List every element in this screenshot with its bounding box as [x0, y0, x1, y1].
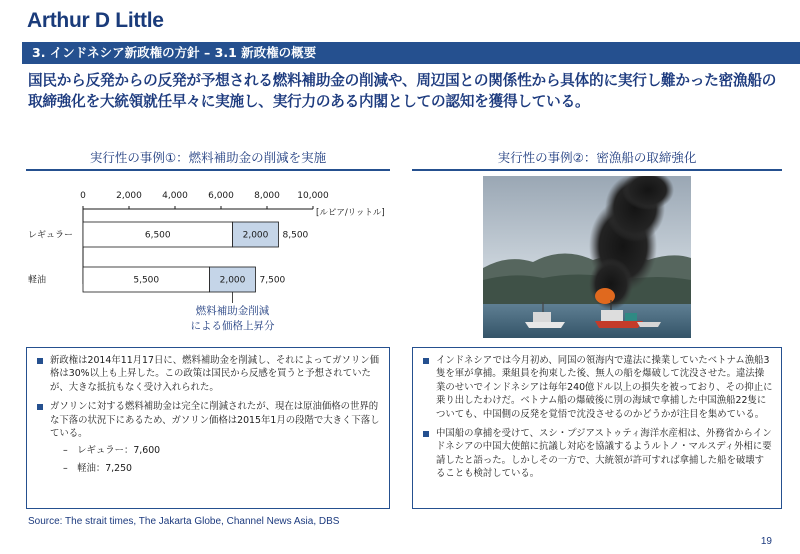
bar-increase-label: 2,000: [242, 230, 269, 241]
right-bullet-2: [423, 427, 773, 481]
chart-annotation-line-2: による価格上昇分: [190, 320, 275, 332]
left-column-divider: [26, 169, 390, 171]
right-notes-box: [412, 347, 782, 509]
left-column-title: 実行性の事例①：燃料補助金の削減を実施: [89, 150, 327, 165]
source-citation: Source: The strait times, The Jakarta Globe, Channel News Asia, DBS: [28, 516, 340, 527]
bar-increase-label: 2,000: [219, 275, 246, 286]
right-bullet-1-text: インドネシアでは今月初め、同国の領海内で違法に操業していたベトナム漁船3隻を軍が拿捕。乗組員を拘束した後、無人の船を爆破して沈没させた。違法操業のせいでインドネシアは毎年240億ドル以上の損失を被っており、その抑止に乗り出したわけだ。ベトナム船の爆破後に別の海域で拿捕した中国漁船22隻についても、中国側の反発を覚悟で沈没させるのかどうかが注目を集めている。: [436, 355, 773, 420]
headline: 国民から反発からの反発が予想される燃料補助金の削減や、周辺国との関係性から具体的に実行し難かった密漁船の取締強化を大統領就任早々に実施し、実行力のある内閣としての認知を獲得している。: [28, 72, 777, 110]
category-label: 軽油: [28, 275, 47, 286]
bar-total-label: 8,500: [282, 230, 309, 241]
x-tick-label: 0: [80, 191, 86, 201]
sub-item-regular: – レギュラー：7,600: [63, 445, 161, 457]
fuel-price-chart: [26, 180, 396, 340]
left-bullet-2-text: ガソリンに対する燃料補助金は完全に削減されたが、現在は原油価格の世界的な下落の状況下にあるため、ガソリン価格は2015年1月の段階で大きく下落している。: [50, 401, 380, 440]
x-tick-label: 10,000: [297, 191, 329, 201]
bar-base-label: 5,500: [133, 275, 160, 286]
x-tick-label: 2,000: [116, 191, 142, 201]
section-title-bar: 3. インドネシア新政権の方針 – 3.1 新政権の概要: [22, 42, 800, 64]
bullet-square-icon: [423, 358, 429, 364]
chart-unit-label: [ルピア/リットル]: [316, 208, 385, 218]
x-tick-label: 8,000: [254, 191, 280, 201]
chart-annotation-line-1: 燃料補助金削減: [195, 305, 270, 317]
bar-base-label: 6,500: [144, 230, 171, 241]
sub-item-diesel: – 軽油：7,250: [63, 462, 133, 474]
right-column-divider: [412, 169, 782, 171]
x-tick-label: 4,000: [162, 191, 188, 201]
right-column-title: 実行性の事例②：密漁船の取締強化: [497, 150, 697, 165]
page-number: 19: [760, 536, 772, 547]
bullet-square-icon: [37, 404, 43, 410]
bullet-square-icon: [37, 358, 43, 364]
left-notes-box: [26, 347, 390, 509]
x-tick-label: 6,000: [208, 191, 234, 201]
company-logo: Arthur D Little: [27, 9, 164, 32]
right-bullet-1: [423, 354, 773, 421]
right-bullet-2-text: 中国船の拿捕を受けて、スシ・プジアストゥティ海洋水産相は、外務省からインドネシアの中国大使館に抗議し対応を協議するようルトノ・マルスディ外相に要請したと語った。しかしその一方で、大統領が許可すれば拿捕した船を破壊することも検討している。: [436, 428, 772, 480]
burning-boats-photo: [483, 176, 691, 338]
left-bullet-2-subs: [50, 444, 381, 475]
bullet-square-icon: [423, 431, 429, 437]
category-label: レギュラー: [28, 230, 74, 241]
left-bullet-1-text: 新政権は2014年11月17日に、燃料補助金を削減し、それによってガソリン価格は30%以上も上昇した。この政策は国民から反感を買うと予想されていたが、大きな抵抗もなく受け入れられた。: [50, 355, 379, 393]
left-bullet-2: [37, 400, 381, 475]
left-bullet-1: [37, 354, 381, 394]
bar-total-label: 7,500: [259, 275, 286, 286]
